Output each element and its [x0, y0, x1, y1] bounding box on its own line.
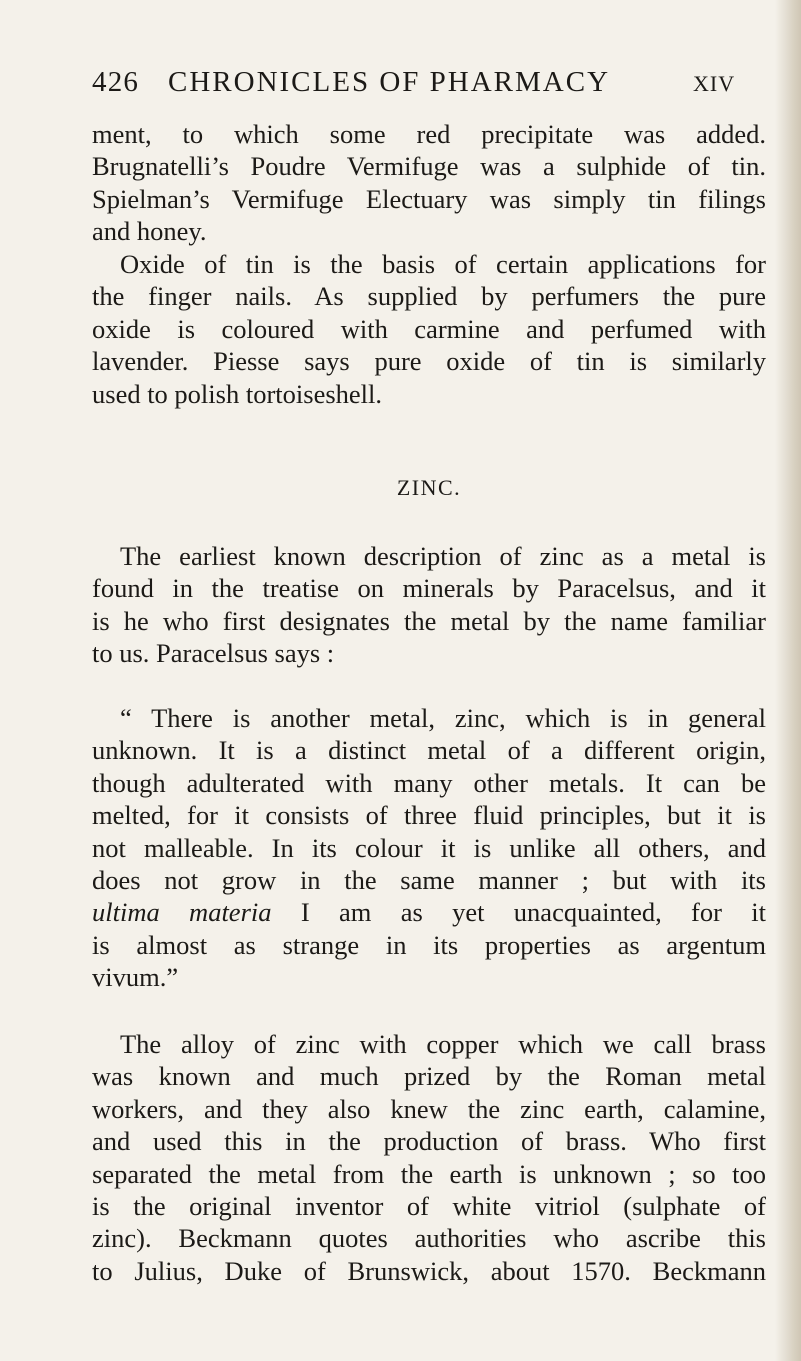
page-number: 426	[92, 66, 140, 98]
text-line: is almost as strange in its properties as argentum	[92, 929, 766, 960]
running-head	[92, 62, 772, 102]
text-line: vivum.”	[92, 962, 179, 993]
paragraph-tin-vermifuge	[92, 118, 766, 248]
text-line: Brugnatelli’s Poudre Vermifuge was a sulphide of tin.	[92, 151, 766, 182]
chapter-number: XIV	[693, 71, 736, 96]
paragraph-paracelsus-quote	[92, 702, 766, 994]
text-line: and used this in the production of brass. Who first	[92, 1126, 766, 1157]
text-line: was known and much prized by the Roman metal	[92, 1061, 766, 1092]
text-line: ment, to which some red precipitate was added.	[92, 119, 766, 149]
text-line: unknown. It is a distinct metal of a different origin,	[92, 735, 766, 766]
text-line: Spielman’s Vermifuge Electuary was simply tin filings	[92, 183, 766, 214]
text-line: found in the treatise on minerals by Paracelsus, and it	[92, 573, 766, 604]
text-line: “ There is another metal, zinc, which is in general	[120, 703, 766, 733]
text-line: separated the metal from the earth is unknown ; so too	[92, 1158, 766, 1189]
text-line: lavender. Piesse says pure oxide of tin is similarly	[92, 346, 766, 377]
section-heading-zinc: ZINC.	[396, 475, 462, 500]
text-line: to Julius, Duke of Brunswick, about 1570. Beckmann	[92, 1255, 766, 1286]
text-line: does not grow in the same manner ; but with its	[92, 865, 766, 896]
page-edge-shadow	[775, 0, 801, 1361]
paragraph-tin-oxide	[92, 248, 766, 410]
text-line: The alloy of zinc with copper which we call brass	[120, 1029, 766, 1059]
text-line-with-italic	[92, 896, 766, 928]
text-line: and honey.	[92, 216, 207, 247]
paragraph-zinc-intro	[92, 540, 766, 670]
text-line: Oxide of tin is the basis of certain applications for	[120, 249, 766, 279]
text-line: not malleable. In its colour it is unlike all others, and	[92, 832, 766, 863]
text-line: The earliest known description of zinc as a metal is	[120, 541, 766, 571]
text-fragment: I am as yet unacquainted, for it	[271, 897, 766, 928]
text-line: used to polish tortoiseshell.	[92, 378, 383, 409]
text-line: workers, and they also knew the zinc earth, calamine,	[92, 1093, 766, 1124]
text-line: is he who first designates the metal by the name familiar	[92, 605, 766, 636]
italic-phrase: ultima materia	[92, 897, 272, 928]
text-line: oxide is coloured with carmine and perfumed with	[92, 313, 766, 344]
book-title: CHRONICLES OF PHARMACY	[168, 66, 611, 98]
text-line: to us. Paracelsus says :	[92, 638, 335, 669]
text-line: zinc). Beckmann quotes authorities who ascribe this	[92, 1223, 766, 1254]
text-line: the finger nails. As supplied by perfumers the pure	[92, 281, 766, 312]
text-line: melted, for it consists of three fluid principles, but it is	[92, 800, 766, 831]
text-line: though adulterated with many other metals. It can be	[92, 767, 766, 798]
text-line: is the original inventor of white vitriol (sulphate of	[92, 1191, 766, 1222]
paragraph-brass-history	[92, 1028, 766, 1287]
